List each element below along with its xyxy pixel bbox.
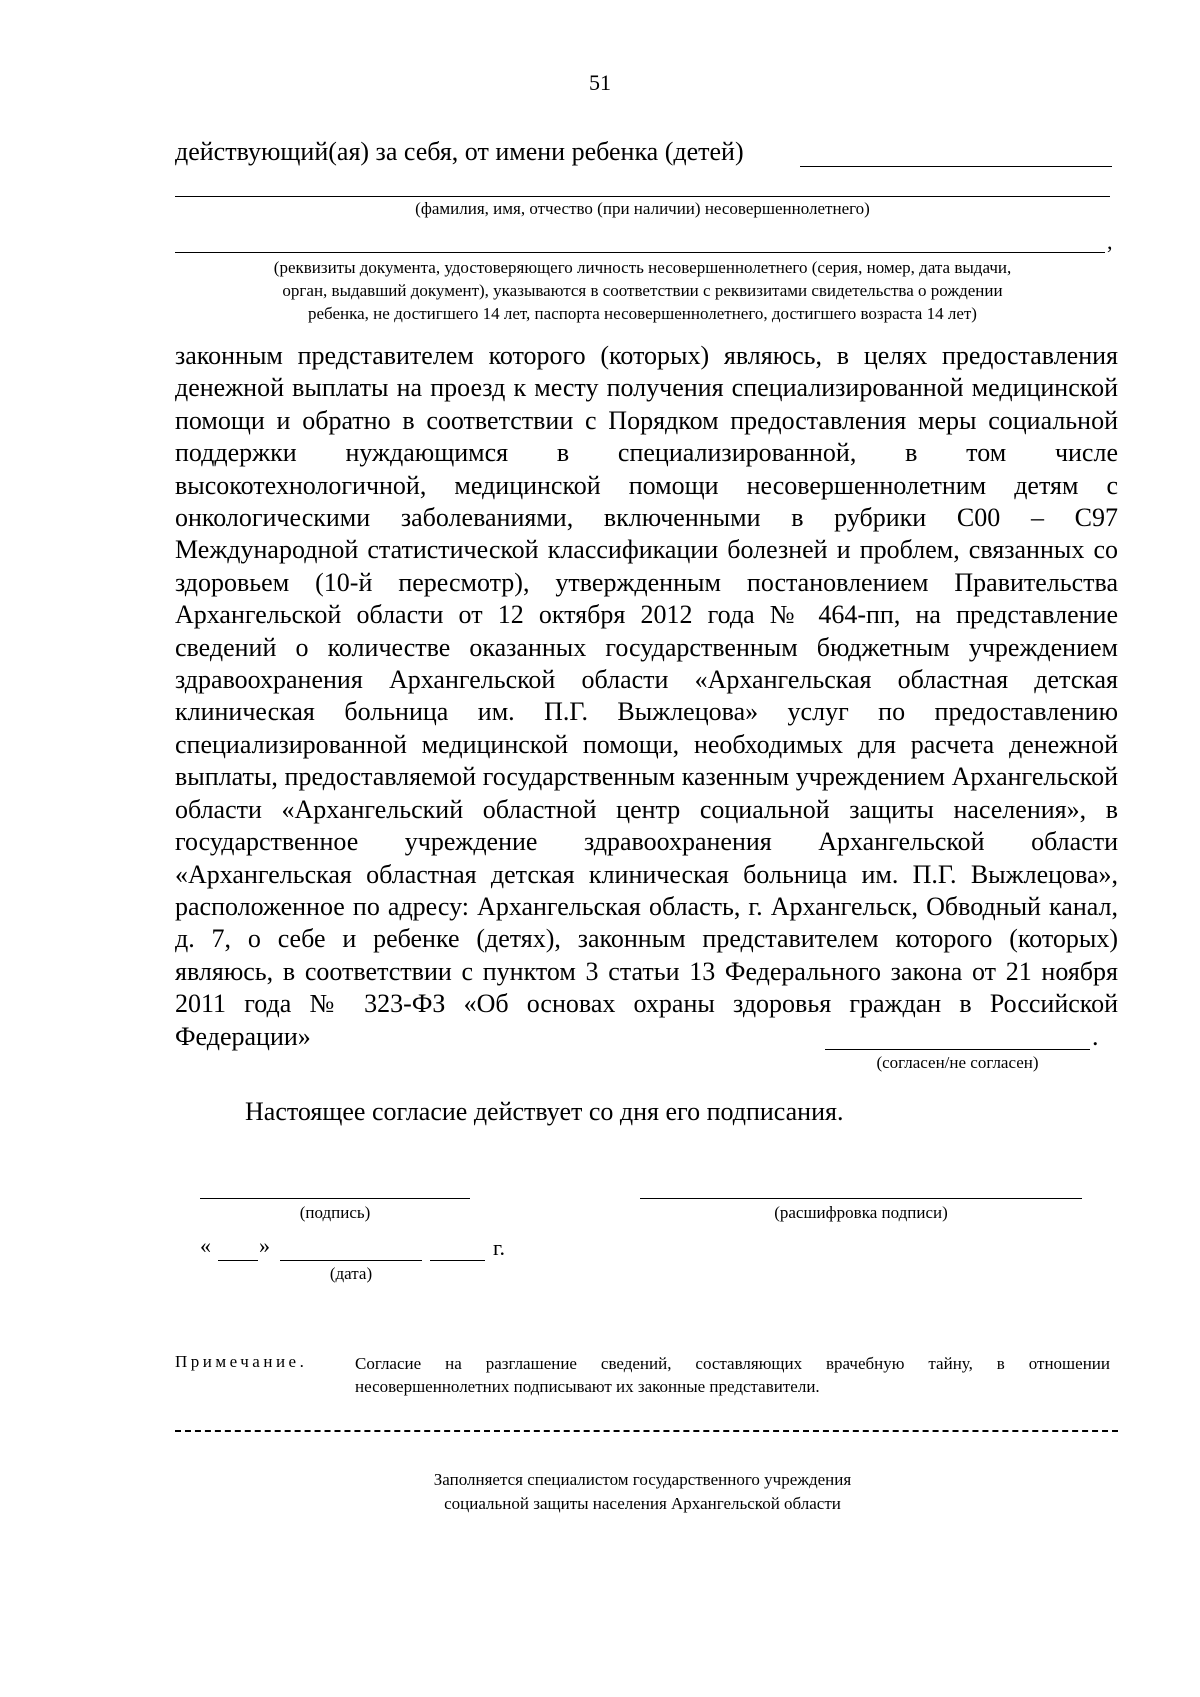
end-period: . bbox=[1092, 1022, 1099, 1051]
footer-line: социальной защиты населения Архангельской области bbox=[444, 1494, 841, 1513]
child-name-field[interactable] bbox=[800, 140, 1112, 167]
page-number: 51 bbox=[589, 70, 611, 95]
caption-date: (дата) bbox=[329, 1264, 373, 1283]
date-day-field[interactable] bbox=[218, 1234, 258, 1261]
signature-field[interactable] bbox=[200, 1172, 470, 1199]
comma: , bbox=[1107, 229, 1113, 254]
caption-document-line: (реквизиты документа, удостоверяющего личность несовершеннолетнего (серия, номер, дата выдачи, bbox=[273, 258, 1012, 277]
dashed-separator bbox=[175, 1430, 1118, 1432]
date-month-field[interactable] bbox=[280, 1234, 422, 1261]
year-suffix: г. bbox=[493, 1235, 506, 1260]
note-label: Примечание. bbox=[175, 1352, 308, 1371]
child-fio-field[interactable] bbox=[175, 170, 1110, 197]
date-open-quote: « bbox=[200, 1233, 211, 1258]
intro-line: действующий(ая) за себя, от имени ребенка (детей) bbox=[175, 137, 744, 166]
agree-field[interactable] bbox=[825, 1023, 1090, 1050]
signature-decode-field[interactable] bbox=[640, 1172, 1082, 1199]
footer-note bbox=[175, 1468, 1110, 1516]
caption-document bbox=[175, 256, 1110, 325]
caption-fio: (фамилия, имя, отчество (при наличии) несовершеннолетнего) bbox=[415, 199, 870, 218]
consent-body-text: законным представителем которого (которых) являюсь, в целях предоставления денежной выплаты на проезд к месту получения специализированной медицинской помощи и обратно в соответствии с Порядком предоставления меры социальной поддержки нуждающимся в специализированной, в том числе высокотехнологичной, медицинской помощи несовершеннолетним детям с онкологическими заболеваниями, включенными в рубрики С00 – С97 Международной статистической классификации болезней и проблем, связанных со здоровьем (10-й пересмотр), утвержденным постановлением Правительства Архангельской области от 12 октября 2012 года № 464-пп, на представление сведений о количестве оказанных государственным бюджетным учреждением здравоохранения Архангельской области «Архангельская областная детская клиническая больница им. П.Г. Выжлецова» услуг по предоставлению специализированной медицинской помощи, необходимых для расчета денежной выплаты, предоставляемой государственным казенным учреждением Архангельской области «Архангельский областной центр социальной защиты населения», в государственное учреждение здравоохранения Архангельской области «Архангельская областная детская клиническая больница им. П.Г. Выжлецова», расположенное по адресу: Архангельская область, г. Архангельск, Обводный канал, д. 7, о себе и ребенке (детях), законным представителем которого (которых) являюсь, в соответствии с пунктом 3 статьи 13 Федерального закона от 21 ноября 2011 года № 323-ФЗ «Об основах охраны здоровья граждан в Российской Федерации» bbox=[175, 341, 1118, 1051]
document-details-field[interactable] bbox=[175, 226, 1105, 253]
date-close-quote: » bbox=[259, 1233, 270, 1258]
caption-signature-decode: (расшифровка подписи) bbox=[774, 1203, 948, 1222]
note-text: Согласие на разглашение сведений, составляющих врачебную тайну, в отношении несовершеннолетних подписывают их законные представители. bbox=[355, 1354, 1110, 1396]
caption-agree: (согласен/не согласен) bbox=[876, 1053, 1039, 1072]
caption-document-line: орган, выдавший документ), указываются в соответствии с реквизитами свидетельства о рождении bbox=[282, 281, 1003, 300]
caption-document-line: ребенка, не достигшего 14 лет, паспорта несовершеннолетнего, достигшего возраста 14 лет) bbox=[308, 304, 977, 323]
caption-signature: (подпись) bbox=[299, 1203, 371, 1222]
date-year-field[interactable] bbox=[430, 1234, 485, 1261]
footer-line: Заполняется специалистом государственного учреждения bbox=[433, 1470, 852, 1489]
validity-text: Настоящее согласие действует со дня его подписания. bbox=[245, 1097, 844, 1126]
